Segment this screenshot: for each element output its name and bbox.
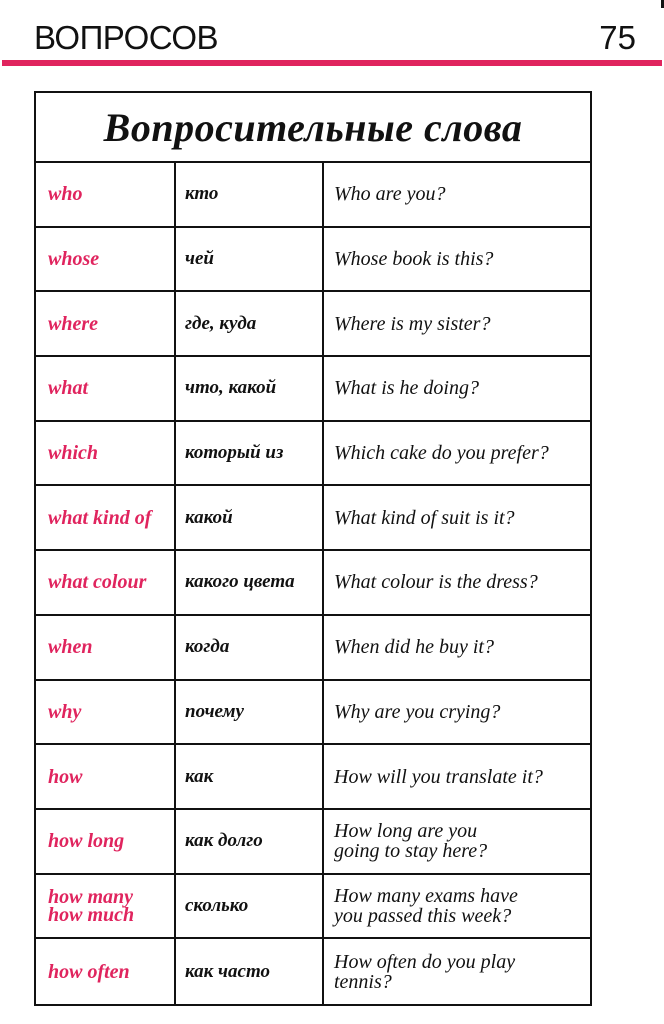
table-row: [36, 551, 590, 616]
russian-translation: кто: [176, 163, 324, 226]
russian-translation: какой: [176, 486, 324, 549]
english-word: why: [36, 681, 176, 744]
example-sentence: When did he buy it?: [334, 636, 494, 659]
english-word: how: [36, 745, 176, 808]
russian-translation: когда: [176, 616, 324, 679]
example-sentence: How will you translate it?: [334, 765, 543, 788]
russian-translation: почему: [176, 681, 324, 744]
table-row: [36, 875, 590, 940]
example-sentence: What kind of suit is it?: [334, 506, 515, 529]
russian-translation: какого цвета: [176, 551, 324, 614]
example-sentence: How many exams have you passed this week?: [334, 884, 518, 927]
example-sentence: Why are you crying?: [334, 700, 501, 723]
header-divider: [2, 60, 662, 66]
example-sentence: Which cake do you prefer?: [334, 442, 549, 465]
english-word: which: [36, 422, 176, 485]
russian-translation: как долго: [176, 810, 324, 873]
example-sentence: Whose book is this?: [334, 248, 494, 271]
table-row: [36, 357, 590, 422]
english-word: how many how much: [36, 875, 176, 938]
table-row: [36, 163, 590, 228]
russian-translation: как: [176, 745, 324, 808]
english-word: where: [36, 292, 176, 355]
table-row: [36, 228, 590, 293]
table-row: [36, 486, 590, 551]
table-row: [36, 745, 590, 810]
russian-translation: где, куда: [176, 292, 324, 355]
english-word: whose: [36, 228, 176, 291]
english-word: how often: [36, 939, 176, 1004]
example-sentence: How long are you going to stay here?: [334, 820, 488, 863]
question-words-table: [34, 91, 592, 1006]
russian-translation: как часто: [176, 939, 324, 1004]
english-word: when: [36, 616, 176, 679]
russian-translation: что, какой: [176, 357, 324, 420]
page-header: [0, 0, 664, 70]
english-word: how long: [36, 810, 176, 873]
russian-translation: который из: [176, 422, 324, 485]
example-sentence: What colour is the dress?: [334, 571, 538, 594]
russian-translation: чей: [176, 228, 324, 291]
section-title: ВОПРОСОВ: [34, 19, 219, 56]
example-sentence: What is he doing?: [334, 377, 479, 400]
english-word: what kind of: [36, 486, 176, 549]
russian-translation: сколько: [176, 875, 324, 938]
table-row: [36, 422, 590, 487]
example-sentence: Where is my sister?: [334, 312, 491, 335]
table-row: [36, 616, 590, 681]
example-sentence: Who are you?: [334, 183, 446, 206]
english-word: what: [36, 357, 176, 420]
table-row: [36, 292, 590, 357]
english-word: who: [36, 163, 176, 226]
page-number: 75: [599, 19, 636, 56]
example-sentence: How often do you play tennis?: [334, 950, 516, 993]
english-word: what colour: [36, 551, 176, 614]
table-row: [36, 681, 590, 746]
table-title: Вопросительные слова: [36, 93, 590, 163]
table-row: [36, 810, 590, 875]
table-row: [36, 939, 590, 1004]
